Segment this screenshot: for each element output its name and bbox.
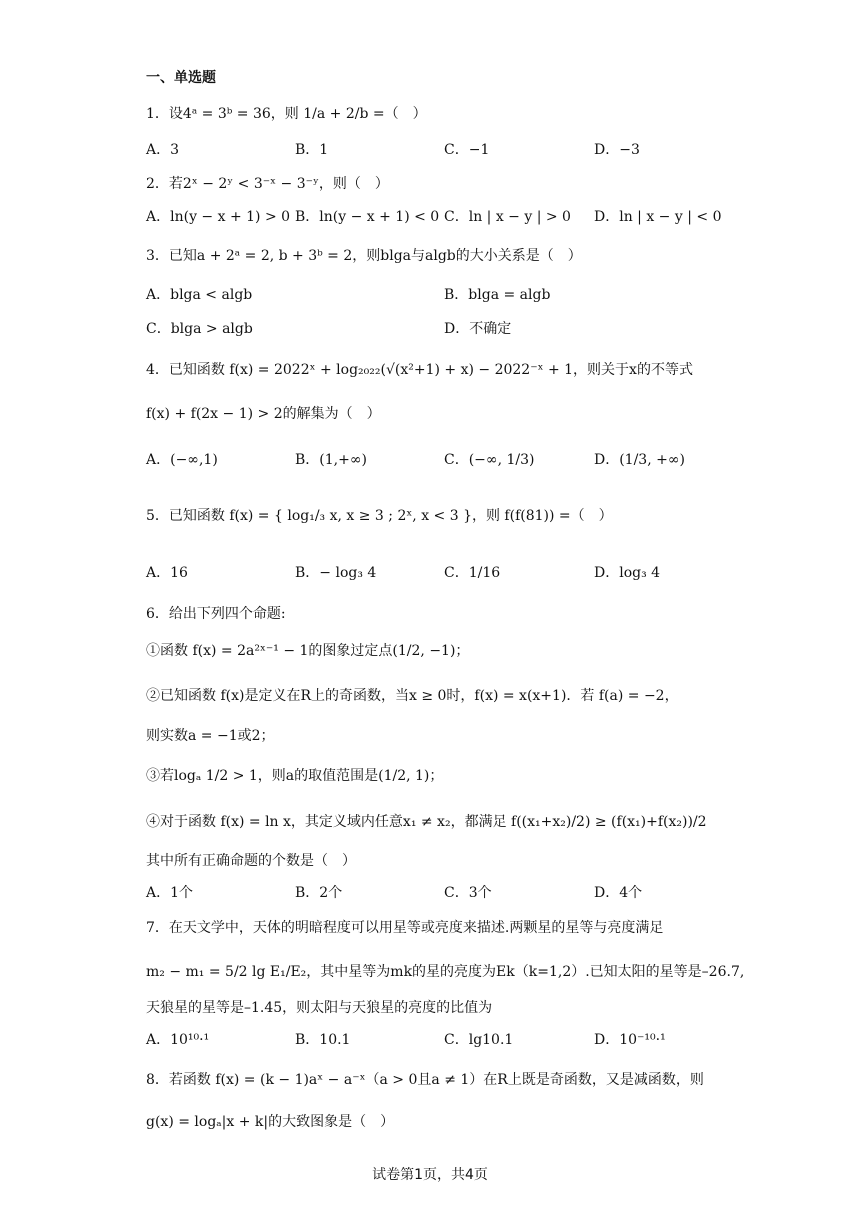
section-title: 一、单选题 — [146, 70, 216, 86]
question-2-stem: 2．若2ˣ − 2ʸ < 3⁻ˣ − 3⁻ʸ，则（ ） — [146, 176, 389, 192]
q6-question: 其中所有正确命题的个数是（ ） — [146, 853, 356, 869]
q6-proposition-3: ③若logₐ 1/2 > 1，则a的取值范围是(1/2, 1)； — [146, 768, 444, 784]
q3-option-d[interactable]: D．不确定 — [444, 321, 512, 337]
question-7-stem-line-3: 天狼星的星等是–1.45，则太阳与天狼星的亮度的比值为 — [146, 1000, 493, 1016]
q1-option-c[interactable]: C．−1 — [444, 142, 490, 158]
q3-option-a[interactable]: A．blga < algb — [146, 287, 253, 303]
q7-option-d[interactable]: D．10⁻¹⁰·¹ — [594, 1032, 666, 1048]
q2-option-a[interactable]: A．ln(y − x + 1) > 0 — [146, 209, 291, 225]
q6-option-d[interactable]: D．4个 — [594, 885, 643, 901]
q2-option-c[interactable]: C．ln | x − y | > 0 — [444, 209, 571, 225]
q2-option-d[interactable]: D．ln | x − y | < 0 — [594, 209, 722, 225]
question-7-stem-line-1: 7．在天文学中，天体的明暗程度可以用星等或亮度来描述.两颗星的星等与亮度满足 — [146, 920, 664, 936]
question-8-stem-line-1: 8．若函数 f(x) = (k − 1)aˣ − a⁻ˣ（a > 0且a ≠ 1）在R上既是奇函数，又是减函数，则 — [146, 1072, 704, 1088]
q5-option-c[interactable]: C．1/16 — [444, 565, 501, 581]
question-7-stem-line-2: m₂ − m₁ = 5/2 lg E₁/E₂，其中星等为mk的星的亮度为Ek（k=1,2）.已知太阳的星等是–26.7, — [146, 964, 745, 980]
q6-option-b[interactable]: B．2个 — [295, 885, 343, 901]
question-4-stem-line-2: f(x) + f(2x − 1) > 2的解集为（ ） — [146, 406, 381, 422]
q6-proposition-2: ②已知函数 f(x)是定义在R上的奇函数，当x ≥ 0时，f(x) = x(x+1)．若 f(a) = −2， — [146, 688, 679, 704]
q4-option-a[interactable]: A．(−∞,1) — [146, 452, 218, 468]
q5-option-b[interactable]: B．− log₃ 4 — [295, 565, 377, 581]
q4-option-b[interactable]: B．(1,+∞) — [295, 452, 367, 468]
q1-option-a[interactable]: A．3 — [146, 142, 180, 158]
q6-proposition-2-cont: 则实数a = −1或2； — [146, 728, 275, 744]
q3-option-b[interactable]: B．blga = algb — [444, 287, 551, 303]
q3-option-c[interactable]: C．blga > algb — [146, 321, 253, 337]
q7-option-a[interactable]: A．10¹⁰·¹ — [146, 1032, 210, 1048]
question-5-stem: 5．已知函数 f(x) = { log₁/₃ x, x ≥ 3 ; 2ˣ, x < 3 }，则 f(f(81)) =（ ） — [146, 508, 613, 524]
q6-option-a[interactable]: A．1个 — [146, 885, 194, 901]
q6-proposition-1: ①函数 f(x) = 2a²ˣ⁻¹ − 1的图象过定点(1/2, −1)； — [146, 643, 470, 659]
q6-proposition-4: ④对于函数 f(x) = ln x，其定义域内任意x₁ ≠ x₂，都满足 f((x₁+x₂)/2) ≥ (f(x₁)+f(x₂))/2 — [146, 814, 707, 830]
question-8-stem-line-2: g(x) = logₐ|x + k|的大致图象是（ ） — [146, 1114, 395, 1130]
q6-option-c[interactable]: C．3个 — [444, 885, 492, 901]
q7-option-c[interactable]: C．lg10.1 — [444, 1032, 514, 1048]
q1-option-d[interactable]: D．−3 — [594, 142, 640, 158]
q7-option-b[interactable]: B．10.1 — [295, 1032, 351, 1048]
question-3-stem: 3．已知a + 2ᵃ = 2, b + 3ᵇ = 2，则blga与algb的大小关系是（ ） — [146, 248, 582, 264]
q5-option-a[interactable]: A．16 — [146, 565, 188, 581]
q2-option-b[interactable]: B．ln(y − x + 1) < 0 — [295, 209, 440, 225]
question-4-stem-line-1: 4．已知函数 f(x) = 2022ˣ + log₂₀₂₂(√(x²+1) + x) − 2022⁻ˣ + 1，则关于x的不等式 — [146, 362, 693, 378]
q4-option-c[interactable]: C．(−∞, 1/3) — [444, 452, 535, 468]
q5-option-d[interactable]: D．log₃ 4 — [594, 565, 661, 581]
question-6-stem: 6．给出下列四个命题: — [146, 606, 286, 622]
question-1-stem: 1．设4ᵃ = 3ᵇ = 36，则 1/a + 2/b =（ ） — [146, 106, 427, 122]
q1-option-b[interactable]: B．1 — [295, 142, 329, 158]
q4-option-d[interactable]: D．(1/3, +∞) — [594, 452, 685, 468]
page-footer: 试卷第1页，共4页 — [372, 1167, 488, 1183]
